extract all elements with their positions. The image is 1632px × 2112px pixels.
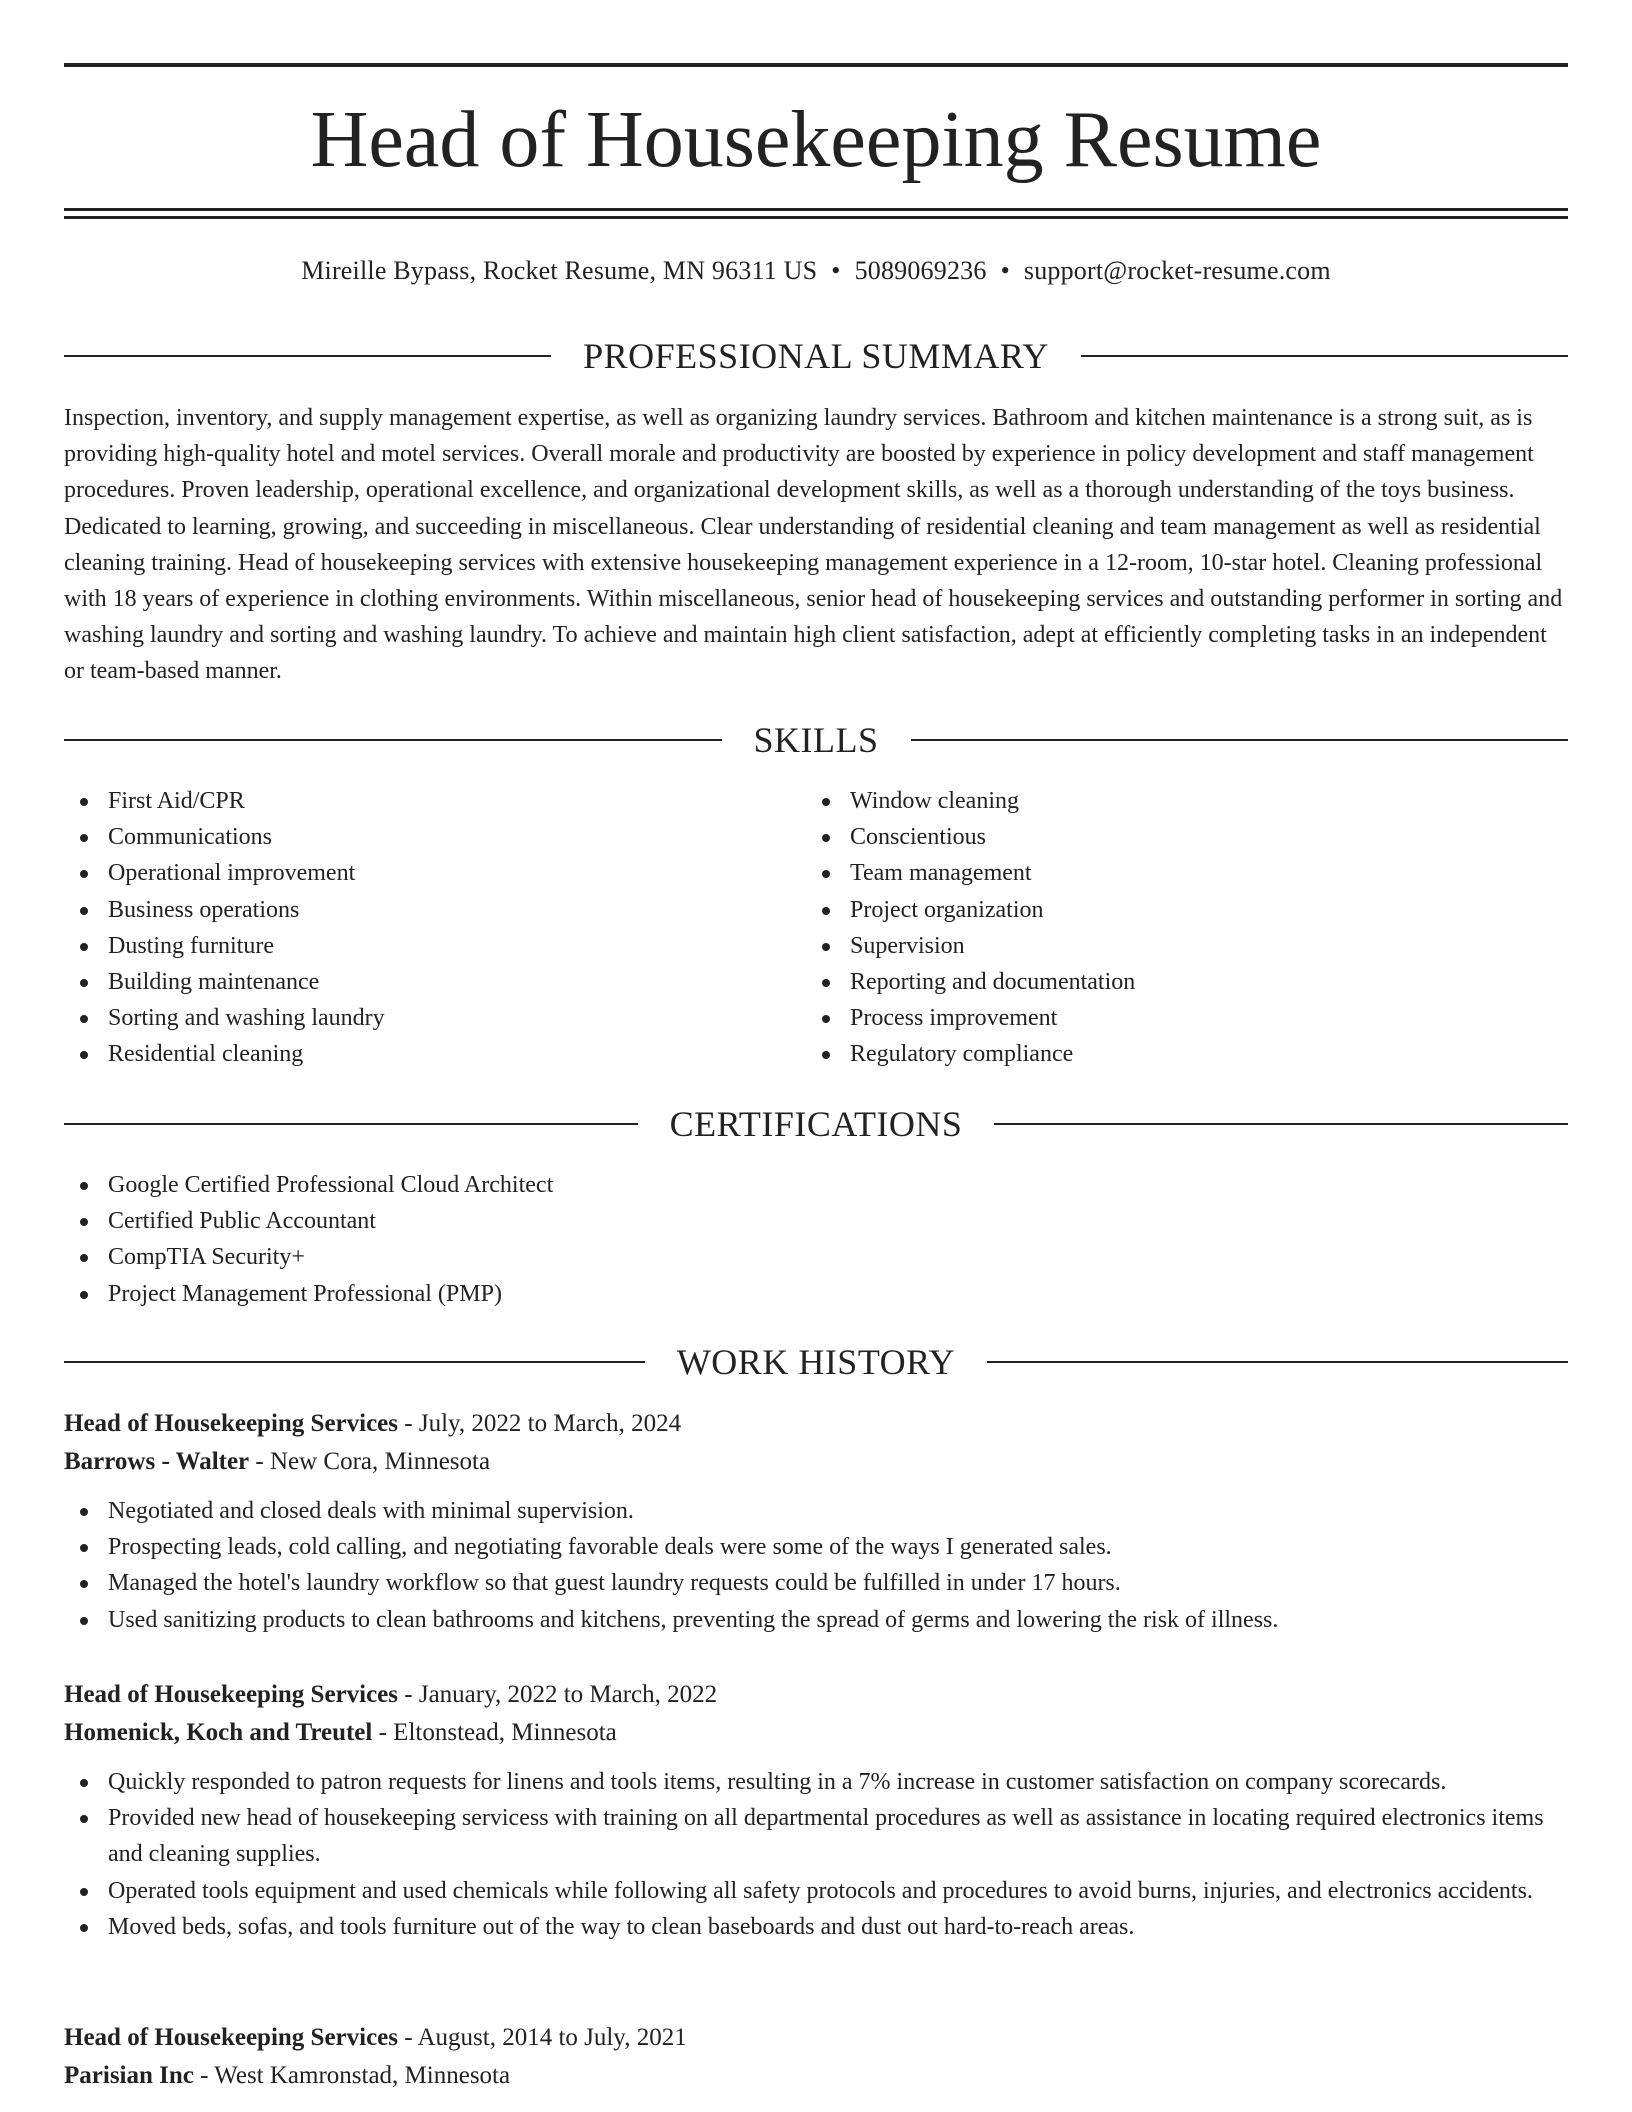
job-entry (64, 1676, 1568, 1945)
job-role: Head of Housekeeping Services (64, 2024, 399, 2051)
list-item: Process improvement (806, 1000, 1506, 1036)
job-entry (64, 1405, 1568, 1638)
section-heading-certifications (64, 1102, 1568, 1146)
section-heading-skills (64, 718, 1568, 762)
contact-separator: • (1000, 256, 1010, 285)
heading-rule (1081, 355, 1568, 357)
certifications-list (64, 1167, 1568, 1312)
list-item: Operated tools equipment and used chemicals while following all safety protocols and procedures to avoid burns, injuries, and electronics accidents. (64, 1873, 1568, 1909)
list-item: Residential cleaning (64, 1036, 764, 1072)
contact-line (64, 254, 1568, 288)
heading-rule (64, 355, 551, 357)
section-title: SKILLS (753, 720, 879, 760)
heading-rule (987, 1361, 1568, 1363)
contact-email: support@rocket-resume.com (1023, 256, 1331, 285)
list-item: Dusting furniture (64, 928, 764, 964)
job-dates: - July, 2022 to March, 2024 (398, 1410, 682, 1437)
job-employer-line (64, 1443, 1568, 1481)
job-dates: - January, 2022 to March, 2022 (398, 1681, 718, 1708)
skills-list-left (64, 783, 764, 1073)
section-heading-work-history (64, 1340, 1568, 1384)
list-item: Sorting and washing laundry (64, 1000, 764, 1036)
list-item: Moved beds, sofas, and tools furniture out of the way to clean baseboards and dust out hard-to-reach areas. (64, 1909, 1568, 1945)
list-item: Managed the hotel's laundry workflow so that guest laundry requests could be fulfilled in under 17 hours. (64, 1565, 1568, 1601)
list-item: Google Certified Professional Cloud Architect (64, 1167, 1568, 1203)
contact-phone: 5089069236 (854, 256, 987, 285)
list-item: Operational improvement (64, 855, 764, 891)
list-item: Used sanitizing products to clean bathrooms and kitchens, preventing the spread of germs and lowering the risk of illness. (64, 1602, 1568, 1638)
job-employer-line (64, 2057, 1568, 2095)
job-bullets (64, 1764, 1568, 1945)
list-item: Team management (806, 855, 1506, 891)
heading-rule (64, 1361, 645, 1363)
job-employer-line (64, 1714, 1568, 1752)
section-title: PROFESSIONAL SUMMARY (583, 336, 1049, 376)
list-item: Quickly responded to patron requests for linens and tools items, resulting in a 7% increase in customer satisfaction on company scorecards. (64, 1764, 1568, 1800)
title-rule-upper (64, 208, 1568, 211)
list-item: Regulatory compliance (806, 1036, 1506, 1072)
list-item: Certified Public Accountant (64, 1203, 1568, 1239)
contact-separator: • (831, 256, 841, 285)
list-item: Project organization (806, 892, 1506, 928)
section-title: CERTIFICATIONS (669, 1104, 963, 1144)
section-heading-summary (64, 334, 1568, 378)
heading-rule (994, 1123, 1568, 1125)
list-item: Communications (64, 819, 764, 855)
list-item: Supervision (806, 928, 1506, 964)
heading-rule (64, 739, 722, 741)
job-employer: Homenick, Koch and Treutel (64, 1719, 373, 1746)
job-role-line (64, 1405, 1568, 1443)
job-employer: Parisian Inc (64, 2062, 194, 2089)
page-title: Head of Housekeeping Resume (310, 96, 1322, 184)
list-item: Reporting and documentation (806, 964, 1506, 1000)
list-item: Project Management Professional (PMP) (64, 1276, 1568, 1312)
list-item: Business operations (64, 892, 764, 928)
top-rule (64, 63, 1568, 67)
job-location: - Eltonstead, Minnesota (372, 1719, 617, 1746)
list-item: CompTIA Security+ (64, 1239, 1568, 1275)
heading-rule (64, 1123, 638, 1125)
job-bullets (64, 1493, 1568, 1638)
list-item: Prospecting leads, cold calling, and negotiating favorable deals were some of the ways I generated sales. (64, 1529, 1568, 1565)
section-title: WORK HISTORY (676, 1342, 956, 1382)
job-role-line (64, 1676, 1568, 1714)
list-item: Building maintenance (64, 964, 764, 1000)
job-employer: Barrows - Walter (64, 1448, 250, 1475)
job-location: - West Kamronstad, Minnesota (193, 2062, 511, 2089)
list-item: Negotiated and closed deals with minimal supervision. (64, 1493, 1568, 1529)
list-item: Window cleaning (806, 783, 1506, 819)
job-role: Head of Housekeeping Services (64, 1410, 399, 1437)
job-role: Head of Housekeeping Services (64, 1681, 399, 1708)
heading-rule (911, 739, 1569, 741)
job-location: - New Cora, Minnesota (249, 1448, 491, 1475)
job-entry (64, 2019, 1568, 2095)
title-rule-lower (64, 216, 1568, 219)
list-item: Conscientious (806, 819, 1506, 855)
list-item: First Aid/CPR (64, 783, 764, 819)
job-dates: - August, 2014 to July, 2021 (398, 2024, 687, 2051)
skills-list-right (806, 783, 1506, 1073)
list-item: Provided new head of housekeeping servicess with training on all departmental procedures as well as assistance in locating required electronics items and cleaning supplies. (64, 1800, 1568, 1872)
job-role-line (64, 2019, 1568, 2057)
contact-address: Mireille Bypass, Rocket Resume, MN 96311 US (301, 256, 818, 285)
summary-paragraph: Inspection, inventory, and supply management expertise, as well as organizing laundry services. Bathroom and kitchen maintenance is a strong suit, as is providing high-quality hotel and motel services. Overall morale and productivity are boosted by experience in policy development and staff management procedures. Proven leadership, operational excellence, and organizational development skills, as well as a thorough understanding of the toys business. Dedicated to learning, growing, and succeeding in miscellaneous. Clear understanding of residential cleaning and team management as well as residential cleaning training. Head of housekeeping services with extensive housekeeping management experience in a 12-room, 10-star hotel. Cleaning professional with 18 years of experience in clothing environments. Within miscellaneous, senior head of housekeeping services and outstanding performer in sorting and washing laundry and sorting and washing laundry. To achieve and maintain high client satisfaction, adept at efficiently completing tasks in an independent or team-based manner. (64, 405, 1563, 685)
